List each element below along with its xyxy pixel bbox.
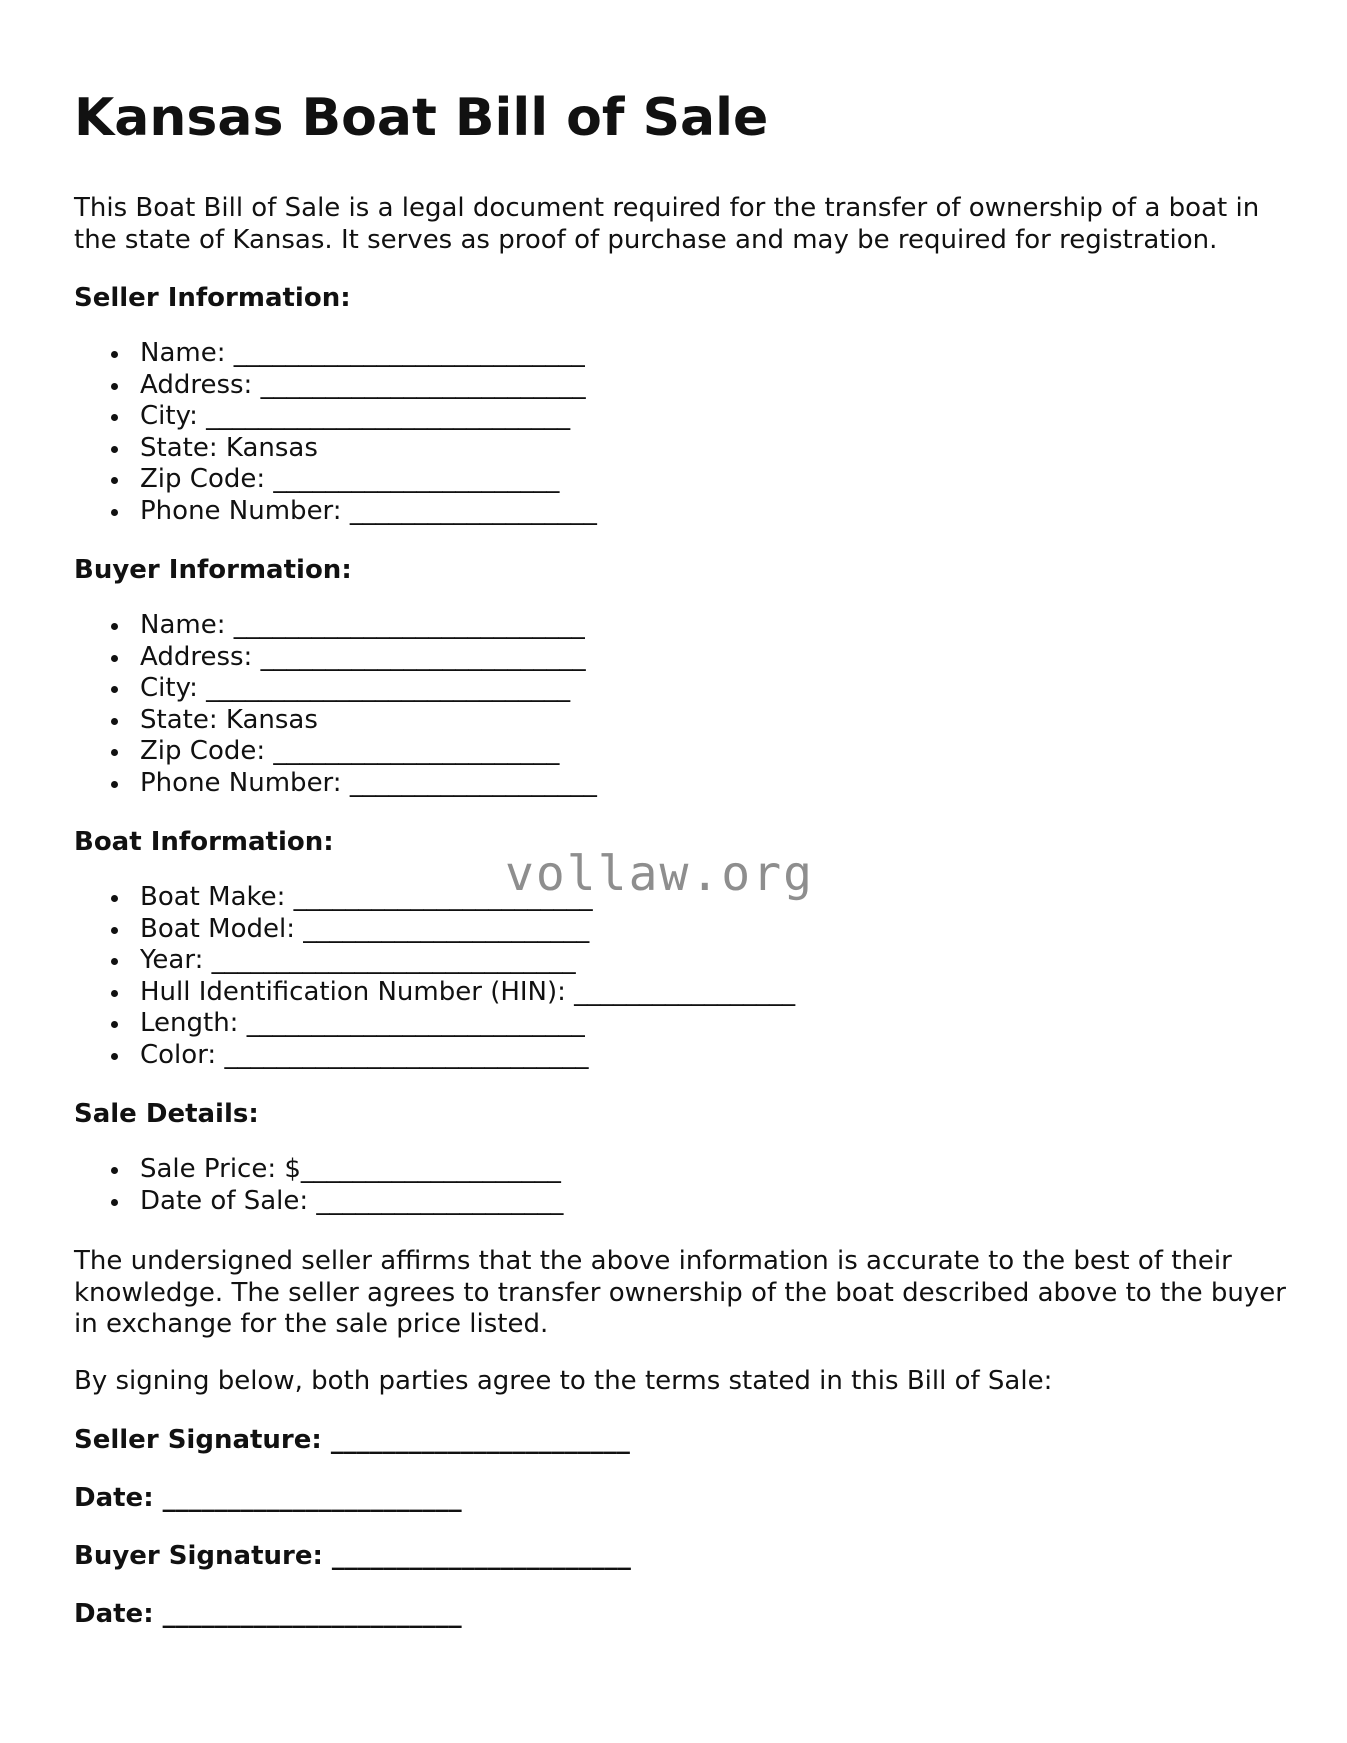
buyer-date-line: Date: _______________________ <box>74 1599 462 1629</box>
boat-year-field: Year: ____________________________ <box>74 945 795 977</box>
sale-heading: Sale Details: <box>74 1099 259 1129</box>
sale-date-field: Date of Sale: ___________________ <box>74 1186 563 1218</box>
seller-state-field: State: Kansas <box>74 433 597 465</box>
seller-phone-field: Phone Number: ___________________ <box>74 496 597 528</box>
buyer-signature-line: Buyer Signature: _______________________ <box>74 1541 631 1571</box>
intro-paragraph: This Boat Bill of Sale is a legal document required for the transfer of ownership of a boat in the state of Kansas. It serves as proof of purchase and may be required for registration. <box>74 193 1260 255</box>
agreement-paragraph: By signing below, both parties agree to the terms stated in this Bill of Sale: <box>74 1366 1053 1396</box>
seller-field-list <box>74 338 597 527</box>
buyer-field-list <box>74 610 597 799</box>
buyer-zip-field: Zip Code: ______________________ <box>74 736 597 768</box>
seller-date-line: Date: _______________________ <box>74 1483 462 1513</box>
boat-color-field: Color: ____________________________ <box>74 1040 795 1072</box>
buyer-address-field: Address: _________________________ <box>74 642 597 674</box>
seller-city-field: City: ____________________________ <box>74 401 597 433</box>
boat-length-field: Length: __________________________ <box>74 1008 795 1040</box>
boat-make-field: Boat Make: _______________________ <box>74 882 795 914</box>
boat-hin-field: Hull Identification Number (HIN): _________________ <box>74 977 795 1009</box>
page-title: Kansas Boat Bill of Sale <box>74 88 769 148</box>
seller-zip-field: Zip Code: ______________________ <box>74 464 597 496</box>
buyer-state-field: State: Kansas <box>74 705 597 737</box>
buyer-heading: Buyer Information: <box>74 555 352 585</box>
boat-field-list <box>74 882 795 1071</box>
boat-heading: Boat Information: <box>74 827 334 857</box>
seller-signature-line: Seller Signature: _______________________ <box>74 1425 630 1455</box>
seller-heading: Seller Information: <box>74 283 351 313</box>
boat-model-field: Boat Model: ______________________ <box>74 914 795 946</box>
seller-name-field: Name: ___________________________ <box>74 338 597 370</box>
buyer-phone-field: Phone Number: ___________________ <box>74 768 597 800</box>
watermark: vollaw.org <box>505 846 814 902</box>
buyer-name-field: Name: ___________________________ <box>74 610 597 642</box>
affirmation-paragraph: The undersigned seller affirms that the above information is accurate to the best of their knowledge. The seller agrees to transfer ownership of the boat described above to the buyer in exchange for the sale price listed. <box>74 1246 1286 1339</box>
seller-address-field: Address: _________________________ <box>74 370 597 402</box>
sale-field-list <box>74 1154 563 1217</box>
sale-price-field: Sale Price: $____________________ <box>74 1154 563 1186</box>
buyer-city-field: City: ____________________________ <box>74 673 597 705</box>
